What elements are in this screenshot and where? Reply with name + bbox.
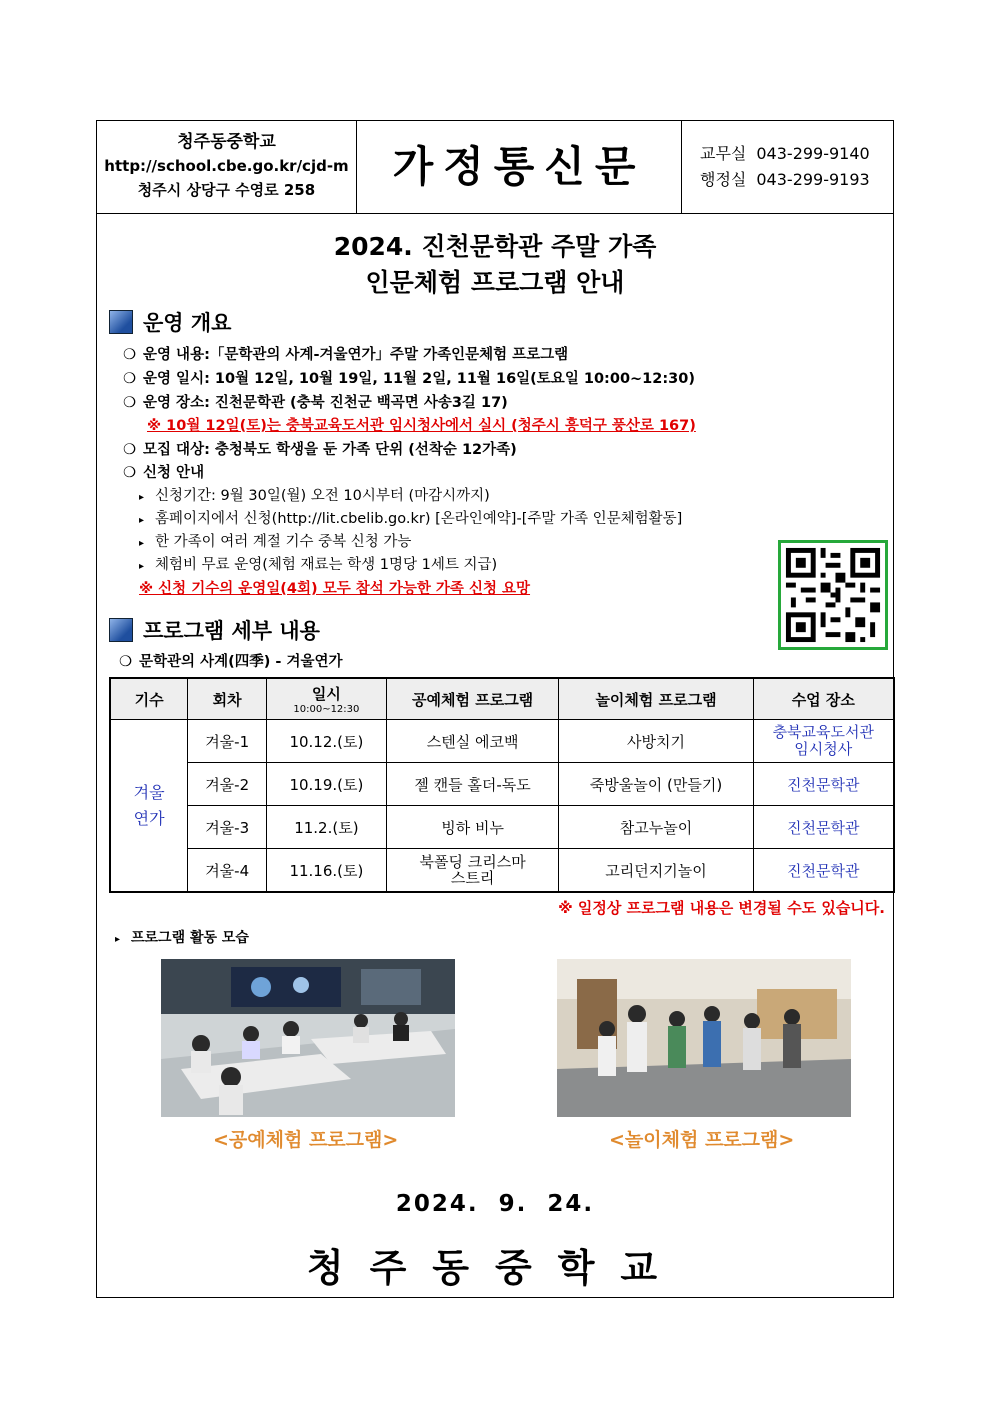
place-cell: 진천문학관 — [753, 849, 894, 893]
craft-program-photo — [161, 959, 455, 1117]
apply-heading-text: 신청 안내 — [143, 465, 205, 481]
apply-item-text: 체험비 무료 운영(체험 재료는 학생 1명당 1세트 지급) — [155, 557, 498, 573]
notice-page — [96, 120, 894, 1298]
section-overview-label: 운영 개요 — [143, 311, 232, 335]
header-cell: 기수 — [110, 678, 188, 720]
header-cell: 공예체험 프로그램 — [386, 678, 559, 720]
triangle-bullet-icon: ▸ — [139, 515, 145, 526]
photos-heading — [115, 927, 249, 947]
date-cell: 10.12.(토) — [267, 720, 387, 763]
overview-schedule-text: 운영 일시: 10월 12일, 10월 19일, 11월 2일, 11월 16일(토요일 10:00~12:30) — [143, 371, 695, 387]
triangle-bullet-icon: ▸ — [139, 561, 145, 572]
place-cell: 진천문학관 — [753, 806, 894, 849]
group-label: 겨울 연가 — [133, 782, 165, 828]
table-header-row — [110, 678, 894, 720]
title-line2: 인문체험 프로그램 안내 — [365, 268, 625, 297]
craft-photo-caption: <공예체험 프로그램> — [213, 1129, 399, 1151]
square-bullet-icon — [109, 618, 133, 642]
round-cell: 겨울-4 — [188, 849, 267, 893]
header-time-sub: 10:00~12:30 — [293, 704, 360, 715]
craft-cell — [386, 849, 559, 893]
apply-item — [139, 553, 497, 574]
schedule-table — [109, 677, 895, 893]
play-cell: 참고누놀이 — [559, 806, 753, 849]
craft-cell: 스텐실 에코백 — [386, 720, 559, 763]
target-text-c: (선착순 12가족) — [403, 442, 517, 458]
office2-label: 행정실 — [700, 170, 747, 189]
table-row — [110, 806, 894, 849]
circle-bullet-icon: ❍ — [123, 465, 136, 481]
document-title — [97, 229, 893, 301]
table-row — [110, 720, 894, 763]
triangle-bullet-icon: ▸ — [139, 538, 145, 549]
photos-heading-text: 프로그램 활동 모습 — [131, 930, 249, 946]
header-cell-time — [267, 678, 387, 720]
apply-heading — [123, 461, 204, 482]
target-text-b: 가족 단위 — [342, 442, 404, 458]
target-text-a: 모집 대상: 충청북도 학생을 둔 — [143, 442, 343, 458]
overview-place-text: 운영 장소: 진천문학관 (충북 진천군 백곡면 사송3길 17) — [143, 395, 508, 411]
issue-date: 2024. 9. 24. — [395, 1191, 595, 1217]
header-cell: 회차 — [188, 678, 267, 720]
play-cell: 죽방울놀이 (만들기) — [559, 763, 753, 806]
overview-content-text: 운영 내용:「문학관의 사계-겨울연가」주말 가족인문체험 프로그램 — [143, 347, 569, 363]
title-line1: 2024. 진천문학관 주말 가족 — [333, 232, 657, 261]
square-bullet-icon — [109, 310, 133, 334]
play-cell: 고리던지기놀이 — [559, 849, 753, 893]
circle-bullet-icon: ❍ — [123, 347, 136, 363]
qr-code-icon[interactable] — [778, 540, 888, 650]
section-overview-heading — [109, 307, 231, 337]
place-cell: 진천문학관 — [753, 763, 894, 806]
round-cell: 겨울-3 — [188, 806, 267, 849]
contact-info — [682, 121, 895, 213]
detail-subheading — [119, 650, 343, 671]
table-row — [110, 763, 894, 806]
circle-bullet-icon: ❍ — [123, 395, 136, 411]
apply-item-link-text[interactable]: 홈페이지에서 신청(http://lit.cbelib.go.kr) [온라인예약]-[주말 가족 인문체험활동] — [155, 511, 683, 527]
triangle-bullet-icon: ▸ — [115, 934, 121, 945]
date-cell: 11.16.(토) — [267, 849, 387, 893]
office1-label: 교무실 — [700, 144, 747, 163]
craft-text: 북폴딩 크리스마스트리 — [419, 853, 526, 887]
office2-phone: 043-299-9193 — [756, 170, 870, 189]
school-address: 청주시 상당구 수영로 258 — [137, 181, 316, 199]
apply-item — [139, 530, 411, 551]
triangle-bullet-icon: ▸ — [139, 492, 145, 503]
detail-subheading-text: 문학관의 사계(四季) - 겨울연가 — [139, 654, 343, 670]
school-signature: 청주동중학교 — [306, 1246, 684, 1290]
apply-item-text: 한 가족이 여러 계절 기수 중복 신청 가능 — [155, 534, 412, 550]
place-text: 충북교육도서관 임시청사 — [772, 723, 874, 758]
place-note: ※ 10월 12일(토)는 충북교육도서관 임시청사에서 실시 (청주시 흥덕구 풍산로 167) — [147, 418, 696, 434]
header — [97, 121, 893, 214]
overview-target — [123, 438, 517, 459]
play-program-photo — [557, 959, 851, 1117]
section-detail-label: 프로그램 세부 내용 — [143, 619, 320, 643]
school-name: 청주동중학교 — [177, 132, 276, 152]
craft-cell: 빙하 비누 — [386, 806, 559, 849]
circle-bullet-icon: ❍ — [123, 442, 136, 458]
round-cell: 겨울-1 — [188, 720, 267, 763]
overview-content — [123, 343, 568, 364]
school-info — [97, 121, 357, 213]
overview-schedule — [123, 367, 695, 388]
apply-item — [139, 484, 490, 505]
circle-bullet-icon: ❍ — [119, 654, 132, 670]
apply-item-text: 신청기간: 9월 30일(월) 오전 10시부터 (마감시까지) — [155, 488, 490, 504]
round-cell: 겨울-2 — [188, 763, 267, 806]
play-photo-caption: <놀이체험 프로그램> — [609, 1129, 795, 1151]
header-cell: 수업 장소 — [753, 678, 894, 720]
table-row — [110, 849, 894, 893]
overview-place — [123, 391, 508, 412]
header-time-label: 일시 — [311, 685, 341, 703]
circle-bullet-icon: ❍ — [123, 371, 136, 387]
apply-note: ※ 신청 기수의 운영일(4회) 모두 참석 가능한 가족 신청 요망 — [139, 581, 531, 597]
office1-phone: 043-299-9140 — [756, 144, 870, 163]
craft-cell: 젤 캔들 홀더-독도 — [386, 763, 559, 806]
table-note: ※ 일정상 프로그램 내용은 변경될 수도 있습니다. — [558, 899, 885, 917]
date-cell: 10.19.(토) — [267, 763, 387, 806]
date-cell: 11.2.(토) — [267, 806, 387, 849]
header-cell: 놀이체험 프로그램 — [559, 678, 753, 720]
section-detail-heading — [109, 615, 320, 645]
play-cell: 사방치기 — [559, 720, 753, 763]
notice-title: 가정통신문 — [357, 121, 682, 213]
group-cell — [110, 720, 188, 893]
school-url[interactable]: http://school.cbe.go.kr/cjd-m — [104, 157, 349, 175]
apply-item — [139, 507, 682, 528]
place-cell — [753, 720, 894, 763]
